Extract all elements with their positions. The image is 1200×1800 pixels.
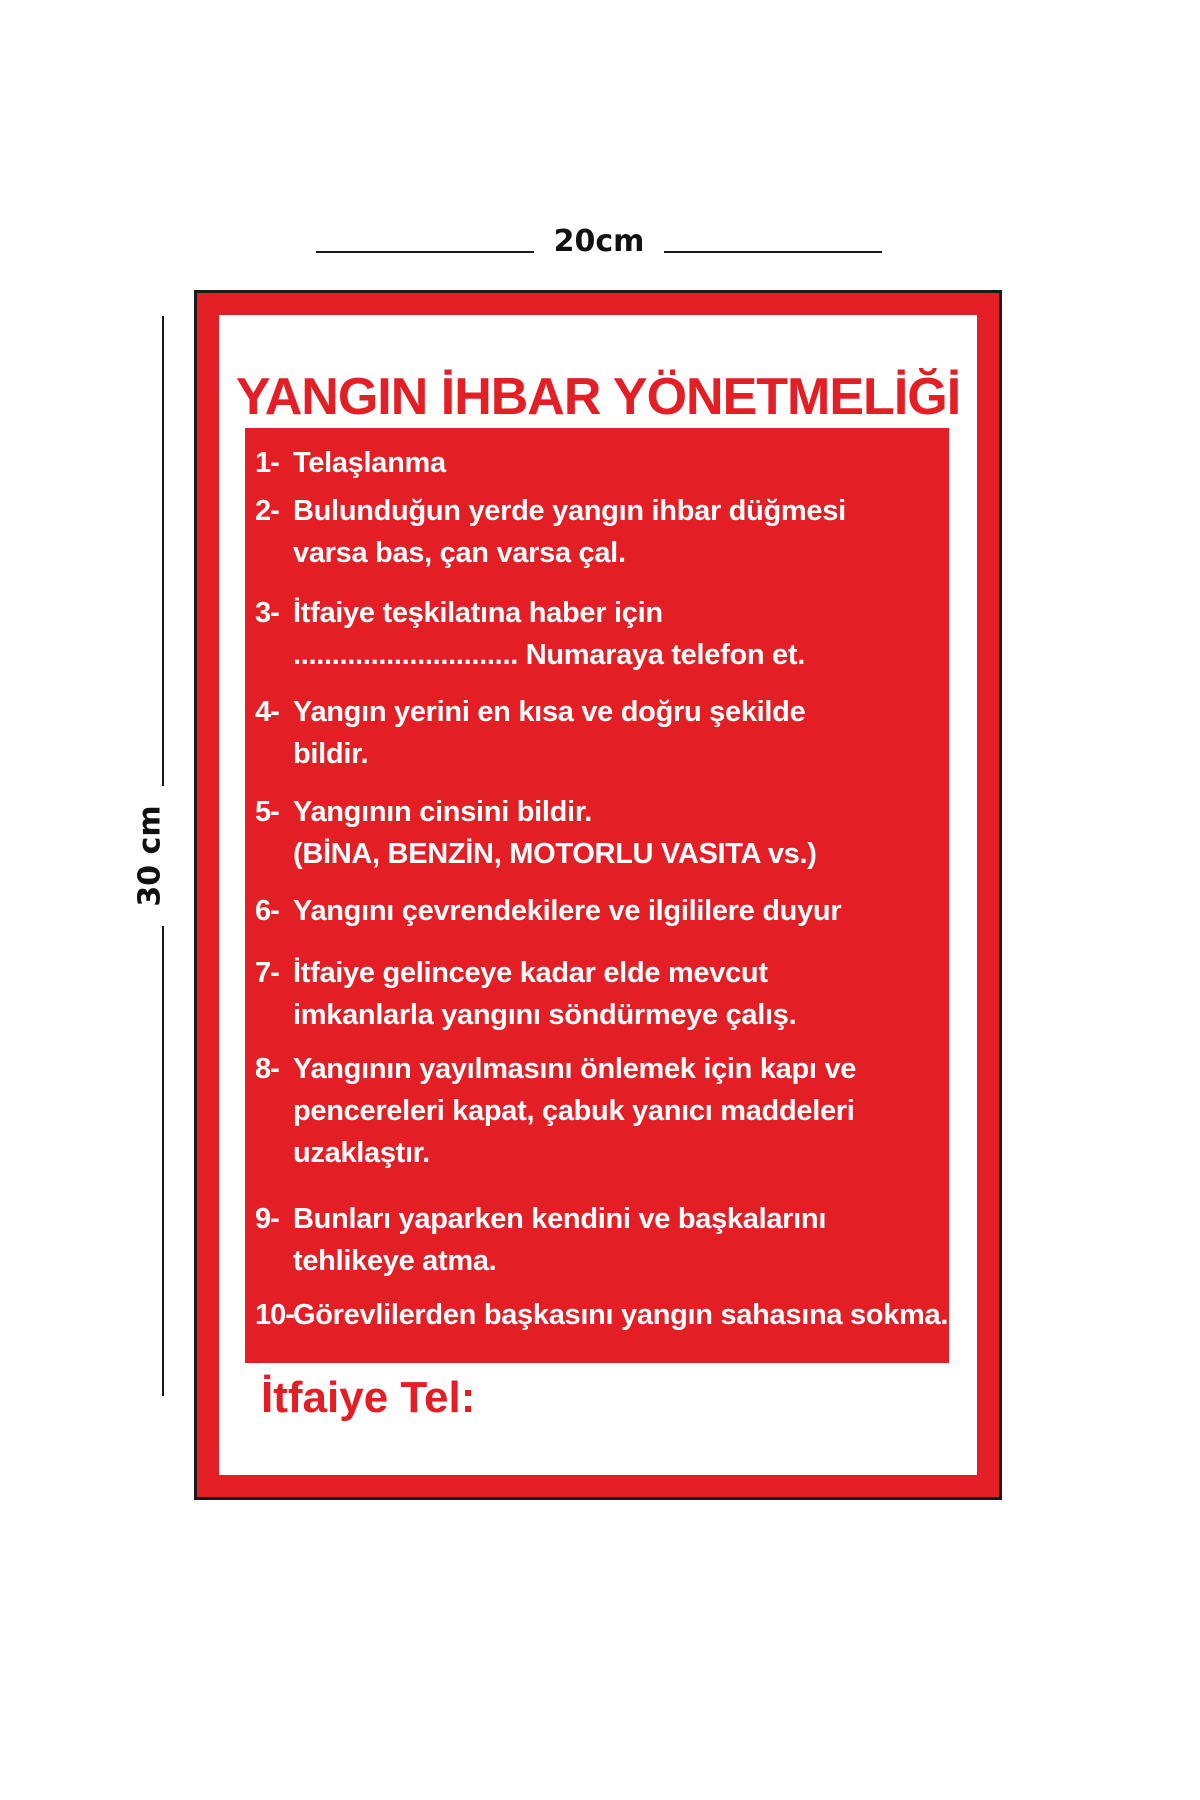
rule-number: 10- <box>255 1299 294 1331</box>
rule-text <box>293 791 943 875</box>
rule-line: uzaklaştır. <box>293 1137 430 1169</box>
rule-line: Yangını çevrendekilere ve ilgililere duyur <box>293 895 842 927</box>
height-dimension <box>130 316 170 1396</box>
width-dimension-line-right <box>664 251 882 253</box>
rule-number: 9- <box>255 1203 279 1235</box>
sign-inner-panel <box>219 315 977 1475</box>
rule-line: Yangının yayılmasını önlemek için kapı ve <box>293 1053 857 1085</box>
rule-line: Yangın yerini en kısa ve doğru şekilde <box>293 696 806 728</box>
rule-text <box>293 592 943 676</box>
rule-text <box>293 952 943 1036</box>
rule-line: ............................. Numaraya telefon et. <box>293 639 805 671</box>
rule-line: Yangının cinsini bildir. <box>293 796 592 828</box>
rule-number: 2- <box>255 495 279 527</box>
fire-department-phone-label: İtfaiye Tel: <box>261 1373 476 1422</box>
rule-number: 4- <box>255 696 279 728</box>
fire-notice-sign <box>194 290 1002 1500</box>
rule-text <box>293 442 943 484</box>
rule-line: Telaşlanma <box>293 447 446 479</box>
height-dimension-line-top <box>162 316 164 786</box>
width-dimension <box>316 222 882 262</box>
rule-line: imkanlarla yangını söndürmeye çalış. <box>293 999 797 1031</box>
rule-number: 8- <box>255 1053 279 1085</box>
rule-text <box>293 691 943 775</box>
rule-text <box>293 490 943 574</box>
width-dimension-label: 20cm <box>553 224 645 259</box>
rule-line: Bulunduğun yerde yangın ihbar düğmesi <box>293 495 846 527</box>
rule-number: 7- <box>255 957 279 989</box>
rule-number: 5- <box>255 796 279 828</box>
height-dimension-label: 30 cm <box>132 805 168 907</box>
rule-text <box>293 1198 943 1282</box>
rule-number: 3- <box>255 597 279 629</box>
rule-line: Görevlilerden başkasını yangın sahasına sokma. <box>293 1299 949 1331</box>
rule-line: Bunları yaparken kendini ve başkalarını <box>293 1203 827 1235</box>
rule-line: varsa bas, çan varsa çal. <box>293 537 626 569</box>
rule-line: İtfaiye teşkilatına haber için <box>293 597 663 629</box>
rule-line: tehlikeye atma. <box>293 1245 497 1277</box>
rule-text <box>293 890 943 932</box>
rule-line: (BİNA, BENZİN, MOTORLU VASITA vs.) <box>293 838 817 870</box>
rule-line: pencereleri kapat, çabuk yanıcı maddeleri <box>293 1095 855 1127</box>
rule-number: 6- <box>255 895 279 927</box>
rule-number: 1- <box>255 447 279 479</box>
rule-line: bildir. <box>293 738 369 770</box>
height-dimension-line-bottom <box>162 926 164 1396</box>
rules-panel <box>245 428 949 1363</box>
rule-text <box>293 1294 949 1336</box>
rule-text <box>293 1048 943 1174</box>
rule-line: İtfaiye gelinceye kadar elde mevcut <box>293 957 768 989</box>
sign-title: YANGIN İHBAR YÖNETMELİĞİ <box>235 368 961 426</box>
